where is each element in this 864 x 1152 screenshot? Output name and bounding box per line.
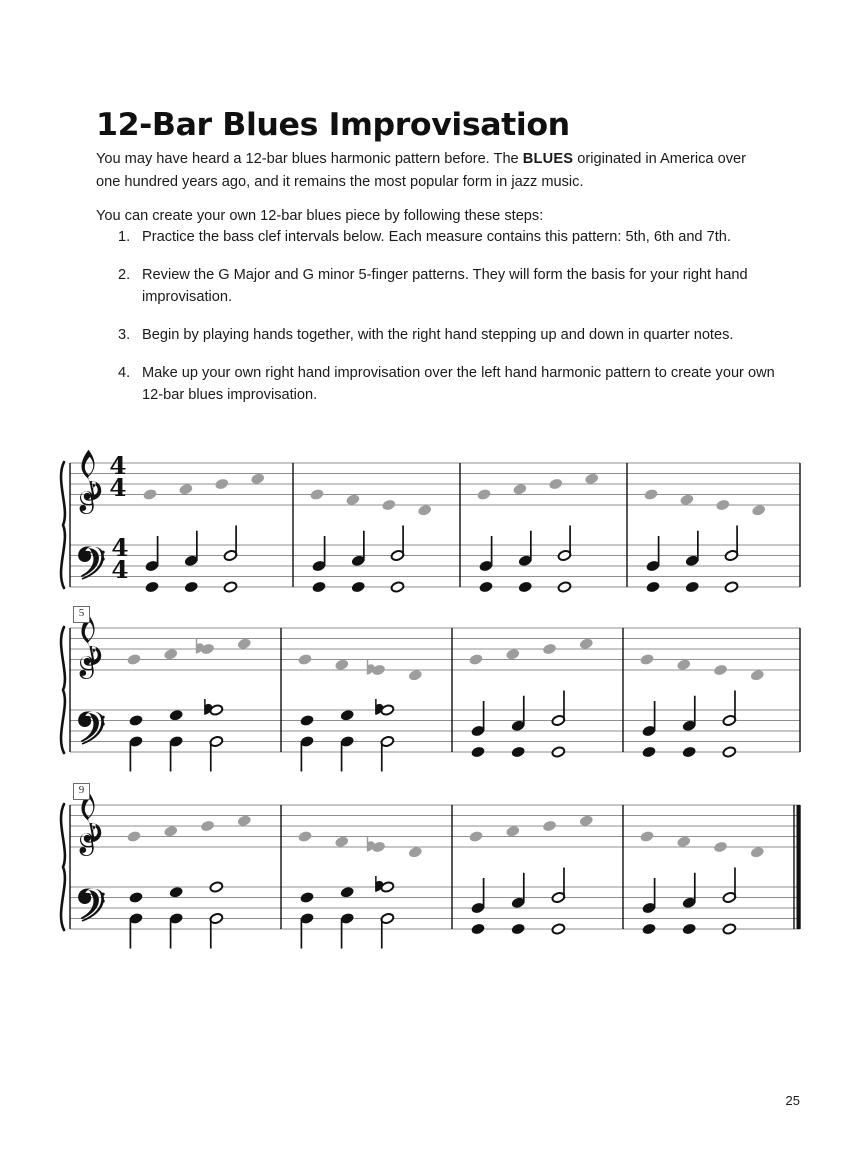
treble-clef-icon <box>80 792 102 856</box>
bass-notehead-upper <box>300 714 314 726</box>
bass-notehead-lower <box>685 581 699 593</box>
music-system-2 <box>0 605 864 790</box>
bass-notehead-lower <box>471 746 485 758</box>
ghost-notehead <box>579 815 593 827</box>
ghost-notehead <box>713 664 727 676</box>
ghost-notehead <box>200 820 214 832</box>
ghost-notehead <box>506 648 520 660</box>
ghost-notehead <box>680 494 694 506</box>
bass-clef-icon <box>78 711 105 744</box>
staff-lines <box>70 805 800 847</box>
page-number: 25 <box>785 1093 800 1108</box>
ghost-notehead <box>640 653 654 665</box>
system-2-engraving <box>0 605 864 790</box>
list-item-text: Begin by playing hands together, with the right hand stepping up and down in quarter notes. <box>142 327 734 343</box>
ghost-notehead <box>179 483 193 495</box>
ghost-notehead <box>298 830 312 842</box>
ghost-notehead <box>677 659 691 671</box>
bass-notehead-lower <box>223 581 237 593</box>
bass-notehead-upper <box>129 891 143 903</box>
bass-notehead-lower <box>479 581 493 593</box>
treble-clef-icon <box>80 450 102 514</box>
list-item-number: 3. <box>118 327 131 343</box>
intro-text-part1: You may have heard a 12-bar blues harmonic pattern before. The <box>96 150 523 167</box>
staff-lines <box>70 628 800 670</box>
list-item-number: 4. <box>118 365 131 381</box>
bass-notehead-upper <box>169 709 183 721</box>
bass-notehead-lower <box>642 923 656 935</box>
ghost-notehead <box>164 825 178 837</box>
ghost-notehead <box>127 830 141 842</box>
bass-notehead-lower <box>682 746 696 758</box>
ghost-notehead <box>215 478 229 490</box>
ghost-notehead <box>549 478 563 490</box>
ghost-notehead <box>408 846 422 858</box>
ghost-notehead <box>469 830 483 842</box>
ghost-notehead <box>346 494 360 506</box>
bass-notehead-upper <box>340 886 354 898</box>
bass-notehead-lower <box>642 746 656 758</box>
svg-text:4: 4 <box>109 472 127 502</box>
time-signature <box>109 451 126 502</box>
list-item <box>118 362 778 406</box>
ghost-notehead <box>469 653 483 665</box>
list-item-number: 1. <box>118 229 131 245</box>
list-item-text: Practice the bass clef intervals below. Each measure contains this pattern: 5th, 6th and 7th. <box>142 229 731 245</box>
ghost-notehead <box>237 638 251 650</box>
bass-notehead-lower <box>724 581 738 593</box>
list-item-text: Review the G Major and G minor 5-finger patterns. They will form the basis for your right hand improvisation. <box>142 267 748 305</box>
ghost-notehead <box>298 653 312 665</box>
ghost-notehead <box>310 488 324 500</box>
ghost-notehead <box>513 483 527 495</box>
ghost-notehead <box>585 473 599 485</box>
time-signature <box>111 533 128 584</box>
grand-staff-brace <box>61 462 65 588</box>
steps-lead-paragraph: You can create your own 12-bar blues piece by following these steps: <box>96 207 544 224</box>
ghost-notehead <box>506 825 520 837</box>
bass-clef-icon <box>78 888 105 921</box>
ghost-notehead <box>752 504 766 516</box>
ghost-notehead <box>542 820 556 832</box>
staff-lines <box>70 545 800 587</box>
bass-notehead-lower <box>351 581 365 593</box>
ghost-notehead <box>164 648 178 660</box>
bass-notehead-lower <box>390 581 404 593</box>
ghost-notehead <box>640 830 654 842</box>
ghost-notehead <box>408 669 422 681</box>
bass-notehead-upper <box>169 886 183 898</box>
svg-text:4: 4 <box>109 451 127 481</box>
music-system-3 <box>0 782 864 967</box>
bass-notehead-lower <box>682 923 696 935</box>
page-title: 12-Bar Blues Improvisation <box>96 106 570 143</box>
list-item-number: 2. <box>118 267 131 283</box>
blues-emphasis: BLUES <box>522 150 574 167</box>
grand-staff-brace <box>61 627 65 753</box>
bass-notehead-lower <box>551 923 565 935</box>
svg-text:4: 4 <box>111 554 129 584</box>
bass-notehead-lower <box>511 923 525 935</box>
bass-notehead-upper <box>340 709 354 721</box>
bass-notehead-lower <box>557 581 571 593</box>
ghost-notehead <box>335 836 349 848</box>
bass-notehead-upper <box>300 891 314 903</box>
bass-notehead-lower <box>518 581 532 593</box>
bass-notehead-upper <box>129 714 143 726</box>
intro-paragraph <box>96 148 768 194</box>
list-item-text: Make up your own right hand improvisation over the left hand harmonic pattern to create your own 12-bar blues improvisation. <box>142 365 775 403</box>
ghost-notehead <box>143 488 157 500</box>
ghost-notehead <box>477 488 491 500</box>
ghost-notehead <box>716 499 730 511</box>
ghost-notehead <box>579 638 593 650</box>
ghost-notehead <box>750 846 764 858</box>
ghost-notehead <box>713 841 727 853</box>
bass-clef-icon <box>78 546 105 579</box>
svg-text:4: 4 <box>111 533 129 563</box>
final-thick-barline <box>797 805 801 929</box>
bass-notehead-lower <box>722 923 736 935</box>
ghost-notehead <box>542 643 556 655</box>
ghost-notehead <box>750 669 764 681</box>
intro-text-part2: originated in America over one hundred years ago, and it remains the most popular form in jazz music. <box>96 150 746 190</box>
ghost-notehead <box>418 504 432 516</box>
measure-number: 5 <box>73 606 90 623</box>
ghost-notehead <box>127 653 141 665</box>
list-item <box>118 264 778 308</box>
list-item <box>118 324 778 346</box>
bass-notehead-lower <box>145 581 159 593</box>
music-system-1 <box>0 440 864 610</box>
grand-staff-brace <box>61 804 65 930</box>
treble-clef-icon <box>80 615 102 679</box>
bass-notehead-lower <box>184 581 198 593</box>
measure-number: 9 <box>73 783 90 800</box>
bass-notehead-lower <box>511 746 525 758</box>
ghost-notehead <box>251 473 265 485</box>
steps-list <box>118 226 778 422</box>
ghost-notehead <box>677 836 691 848</box>
bass-notehead-lower <box>722 746 736 758</box>
bass-notehead-lower <box>312 581 326 593</box>
bass-notehead-lower <box>471 923 485 935</box>
system-1-engraving <box>0 440 864 610</box>
list-item <box>118 226 778 248</box>
bass-notehead-upper <box>209 881 223 893</box>
ghost-notehead <box>382 499 396 511</box>
ghost-notehead <box>644 488 658 500</box>
bass-notehead-lower <box>646 581 660 593</box>
system-3-engraving <box>0 782 864 967</box>
bass-notehead-lower <box>551 746 565 758</box>
ghost-notehead <box>335 659 349 671</box>
ghost-notehead <box>237 815 251 827</box>
